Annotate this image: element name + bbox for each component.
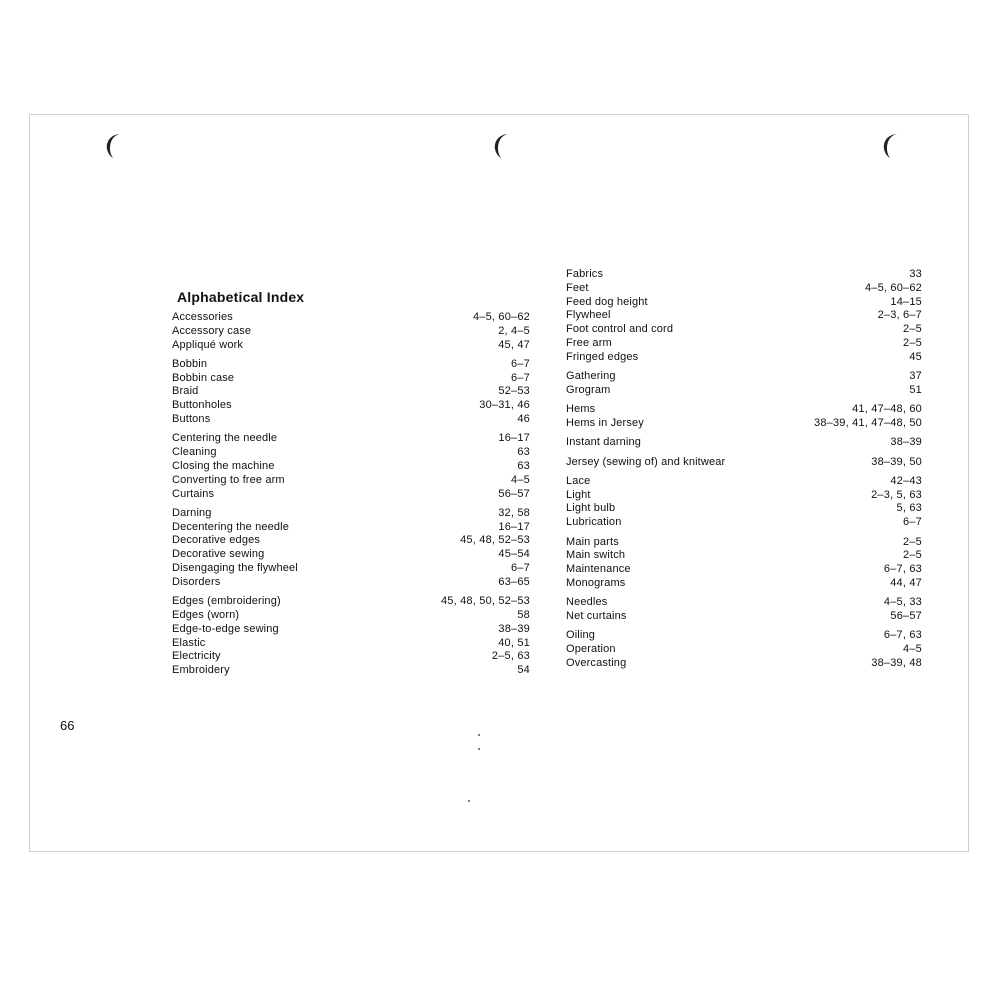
print-speck — [468, 800, 470, 802]
index-term: Bobbin case — [172, 371, 235, 384]
index-term: Grogram — [566, 383, 611, 396]
index-entry — [566, 417, 922, 431]
index-term: Closing the machine — [172, 459, 275, 472]
index-term: Lace — [566, 474, 591, 487]
index-left-column — [172, 311, 530, 683]
index-entry — [172, 325, 530, 339]
binder-hole-mark — [491, 131, 513, 161]
index-term: Main parts — [566, 535, 619, 548]
index-pages: 4–5, 60–62 — [472, 311, 530, 323]
index-pages: 6–7 — [511, 371, 530, 384]
index-term: Decorative edges — [172, 534, 261, 547]
index-entry — [172, 339, 530, 353]
index-pages: 40, 51 — [498, 636, 530, 649]
index-term: Net curtains — [566, 610, 627, 623]
index-entry — [566, 549, 922, 563]
index-pages: 46 — [517, 413, 530, 426]
index-entry — [172, 432, 530, 446]
index-term: Buttonholes — [172, 399, 232, 412]
index-entry — [172, 385, 530, 399]
index-entry — [566, 596, 922, 610]
index-entry — [566, 629, 922, 643]
index-pages: 30–31, 46 — [479, 399, 530, 412]
index-pages: 16–17 — [498, 520, 530, 533]
index-term: Electricity — [172, 650, 221, 663]
index-letter-group — [566, 475, 922, 530]
index-entry — [566, 516, 922, 530]
index-pages: 44, 47 — [890, 576, 922, 589]
index-entry — [172, 623, 530, 637]
index-pages: 6–7 — [511, 562, 530, 575]
index-entry — [172, 399, 530, 413]
index-entry — [172, 488, 530, 502]
index-entry — [566, 502, 922, 516]
index-term: Curtains — [172, 487, 215, 500]
index-term: Operation — [566, 643, 616, 656]
index-entry — [566, 563, 922, 577]
index-entry — [566, 370, 922, 384]
index-entry — [566, 268, 922, 282]
index-pages: 2–5 — [903, 549, 922, 562]
index-entry — [172, 413, 530, 427]
index-pages: 63 — [517, 459, 530, 472]
index-entry — [566, 436, 922, 450]
index-pages: 14–15 — [890, 295, 922, 308]
index-pages: 38–39, 41, 47–48, 50 — [814, 416, 922, 429]
index-pages: 41, 47–48, 60 — [852, 403, 922, 416]
index-entry — [172, 650, 530, 664]
index-pages: 63–65 — [498, 575, 530, 588]
index-pages: 2, 4–5 — [498, 324, 530, 337]
index-term: Main switch — [566, 549, 626, 562]
index-term: Buttons — [172, 413, 211, 426]
index-entry — [566, 577, 922, 591]
index-pages: 51 — [909, 383, 922, 396]
index-term: Needles — [566, 596, 608, 609]
index-term: Feed dog height — [566, 295, 648, 308]
index-letter-group — [566, 596, 922, 624]
index-pages: 38–39 — [890, 436, 922, 449]
index-letter-group — [566, 370, 922, 398]
index-term: Decorative sewing — [172, 548, 265, 561]
index-pages: 37 — [909, 370, 922, 383]
index-entry — [566, 536, 922, 550]
index-letter-group — [172, 432, 530, 501]
index-entry — [172, 460, 530, 474]
binder-hole-mark — [103, 131, 125, 161]
index-entry — [172, 372, 530, 386]
index-pages: 32, 58 — [498, 506, 530, 519]
index-term: Hems — [566, 403, 596, 416]
index-entry — [566, 296, 922, 310]
index-term: Instant darning — [566, 436, 642, 449]
index-entry — [566, 351, 922, 365]
index-pages: 2–5 — [903, 535, 922, 548]
index-term: Edge-to-edge sewing — [172, 622, 279, 635]
index-letter-group — [172, 311, 530, 352]
index-letter-group — [566, 629, 922, 670]
index-entry — [172, 664, 530, 678]
index-pages: 45, 48, 50, 52–53 — [440, 595, 530, 608]
index-term: Braid — [172, 385, 199, 398]
index-pages: 52–53 — [498, 385, 530, 398]
index-term: Light — [566, 488, 591, 501]
index-pages: 2–5 — [903, 323, 922, 336]
index-entry — [172, 474, 530, 488]
index-pages: 45, 47 — [498, 338, 530, 351]
index-term: Feet — [566, 281, 589, 294]
index-entry — [566, 337, 922, 351]
index-term: Lubrication — [566, 516, 622, 529]
index-pages: 4–5 — [511, 473, 530, 486]
index-pages: 5, 63 — [896, 502, 922, 515]
print-speck — [478, 734, 480, 736]
binder-hole-mark — [880, 131, 902, 161]
index-entry — [172, 534, 530, 548]
index-pages: 6–7, 63 — [883, 629, 922, 642]
index-title: Alphabetical Index — [177, 289, 305, 305]
index-term: Embroidery — [172, 664, 230, 677]
index-pages: 58 — [517, 608, 530, 621]
index-entry — [172, 507, 530, 521]
index-letter-group — [566, 403, 922, 431]
index-term: Maintenance — [566, 563, 631, 576]
index-term: Cleaning — [172, 446, 217, 459]
index-pages: 45 — [909, 350, 922, 363]
index-term: Free arm — [566, 336, 612, 349]
index-pages: 42–43 — [890, 474, 922, 487]
index-pages: 2–3, 6–7 — [877, 309, 922, 322]
index-pages: 2–5 — [903, 336, 922, 349]
index-term: Accessory case — [172, 324, 252, 337]
index-pages: 38–39 — [498, 622, 530, 635]
index-right-column — [566, 268, 922, 676]
index-term: Centering the needle — [172, 432, 278, 445]
index-entry — [172, 595, 530, 609]
index-term: Disengaging the flywheel — [172, 562, 298, 575]
index-term: Overcasting — [566, 656, 627, 669]
index-pages: 56–57 — [498, 487, 530, 500]
index-pages: 6–7 — [903, 516, 922, 529]
index-term: Decentering the needle — [172, 520, 290, 533]
index-pages: 56–57 — [890, 610, 922, 623]
print-speck — [478, 748, 480, 750]
index-entry — [566, 475, 922, 489]
index-entry — [566, 456, 922, 470]
index-pages: 45–54 — [498, 548, 530, 561]
index-entry — [566, 489, 922, 503]
index-entry — [172, 637, 530, 651]
index-entry — [172, 521, 530, 535]
index-term: Hems in Jersey — [566, 416, 644, 429]
index-term: Converting to free arm — [172, 473, 285, 486]
index-letter-group — [566, 436, 922, 450]
index-entry — [566, 610, 922, 624]
index-pages: 54 — [517, 664, 530, 677]
index-term: Oiling — [566, 629, 596, 642]
index-term: Disorders — [172, 575, 221, 588]
index-term: Monograms — [566, 576, 626, 589]
index-letter-group — [566, 536, 922, 591]
index-entry — [172, 446, 530, 460]
index-letter-group — [566, 456, 922, 470]
index-term: Fabrics — [566, 268, 604, 280]
index-term: Bobbin — [172, 357, 208, 370]
index-pages: 2–5, 63 — [491, 650, 530, 663]
index-term: Fringed edges — [566, 350, 639, 363]
index-term: Gathering — [566, 370, 616, 383]
index-entry — [566, 657, 922, 671]
index-pages: 6–7, 63 — [883, 563, 922, 576]
index-entry — [566, 323, 922, 337]
index-entry — [172, 311, 530, 325]
index-term: Elastic — [172, 636, 206, 649]
index-term: Accessories — [172, 311, 233, 323]
index-pages: 4–5 — [903, 643, 922, 656]
index-entry — [566, 309, 922, 323]
index-letter-group — [172, 507, 530, 590]
index-term: Edges (embroidering) — [172, 595, 281, 608]
index-entry — [172, 358, 530, 372]
index-pages: 4–5, 33 — [883, 596, 922, 609]
page-number: 66 — [60, 718, 75, 733]
index-term: Light bulb — [566, 502, 616, 515]
index-term: Jersey (sewing of) and knitwear — [566, 455, 726, 468]
index-term: Flywheel — [566, 309, 611, 322]
index-term: Edges (worn) — [172, 608, 240, 621]
index-letter-group — [172, 358, 530, 427]
index-pages: 38–39, 48 — [871, 656, 922, 669]
index-entry — [566, 384, 922, 398]
index-letter-group — [566, 268, 922, 365]
index-letter-group — [172, 595, 530, 678]
index-pages: 4–5, 60–62 — [864, 281, 922, 294]
index-entry — [172, 548, 530, 562]
index-pages: 16–17 — [498, 432, 530, 445]
index-entry — [566, 403, 922, 417]
index-entry — [566, 643, 922, 657]
index-pages: 33 — [909, 268, 922, 280]
index-pages: 2–3, 5, 63 — [871, 488, 922, 501]
index-entry — [172, 576, 530, 590]
index-term: Darning — [172, 506, 212, 519]
index-pages: 6–7 — [511, 357, 530, 370]
index-pages: 45, 48, 52–53 — [460, 534, 530, 547]
index-pages: 38–39, 50 — [871, 455, 922, 468]
index-entry — [172, 562, 530, 576]
index-entry — [172, 609, 530, 623]
index-term: Foot control and cord — [566, 323, 674, 336]
index-pages: 63 — [517, 446, 530, 459]
index-term: Appliqué work — [172, 338, 244, 351]
index-entry — [566, 282, 922, 296]
